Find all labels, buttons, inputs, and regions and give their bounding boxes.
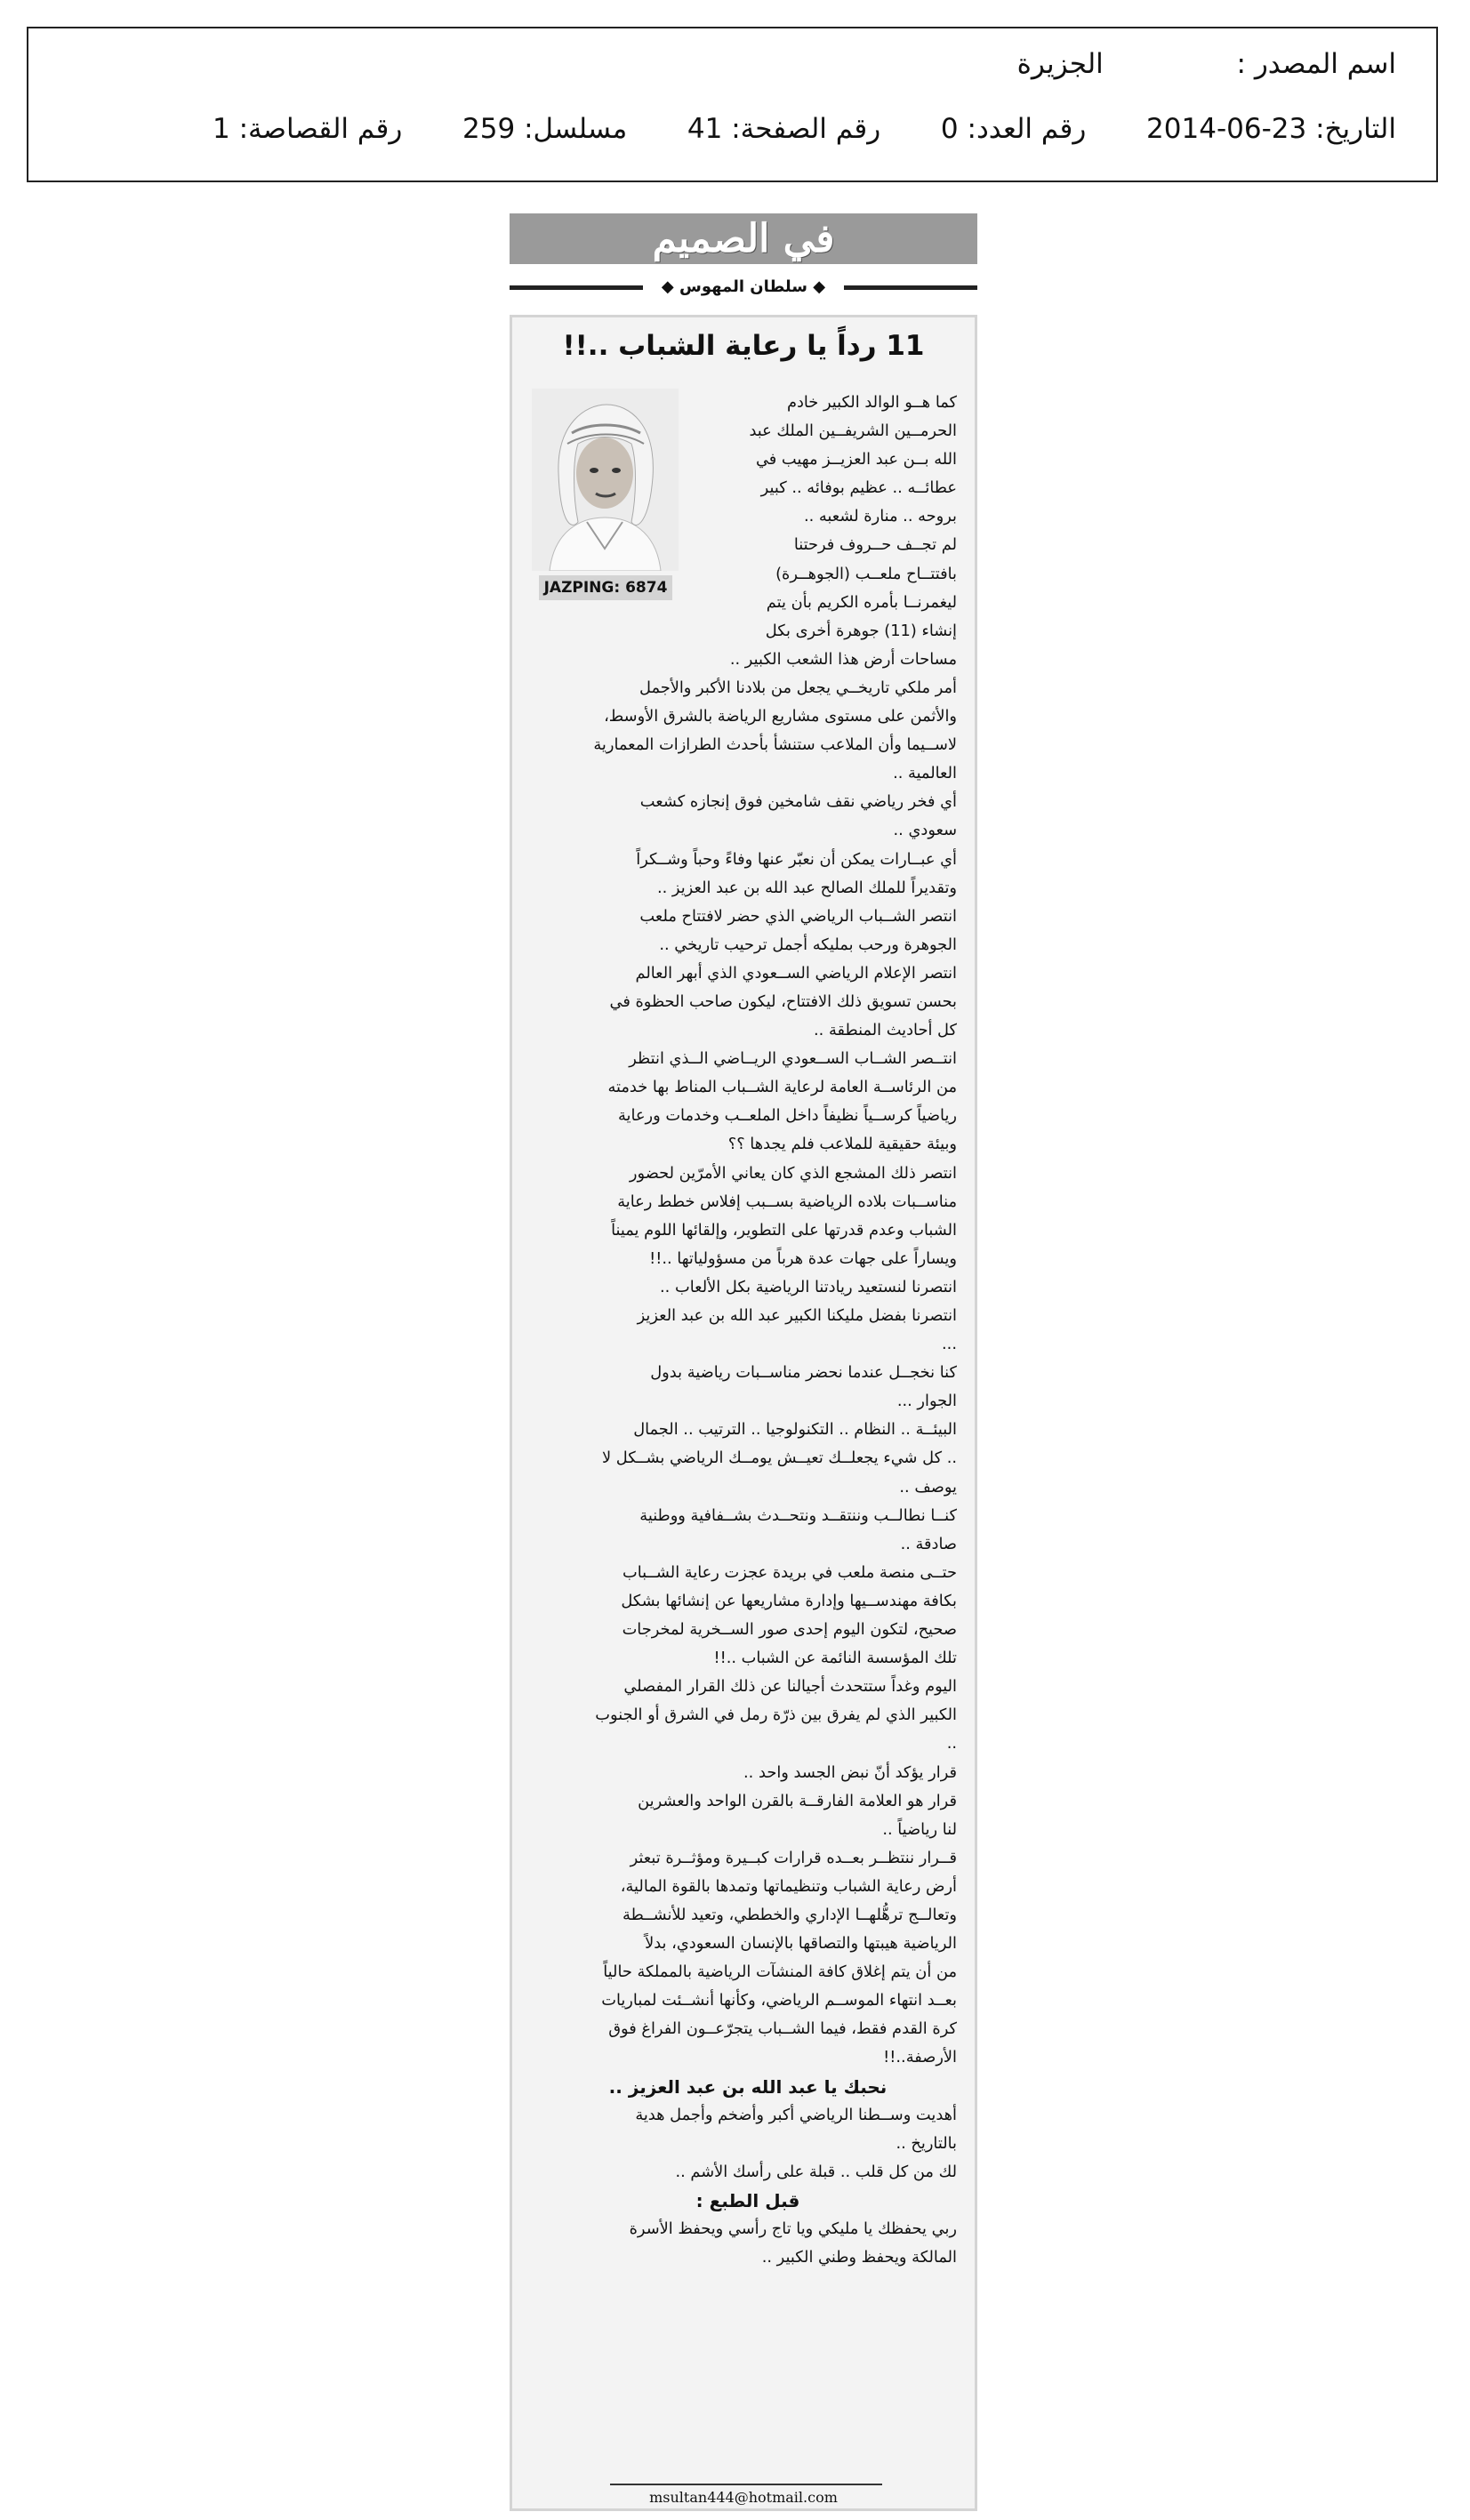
article-line: ... (942, 1335, 957, 1354)
article-line: الشباب وعدم قدرتها على التطوير، وإلقائها اللوم يميناً (611, 1220, 957, 1240)
article-line: الكبير الذي لم يفرق بين ذرّة رمل في الشرق أو الجنوب (595, 1705, 957, 1725)
article-body (539, 389, 957, 2272)
article-line: أي عبــارات يمكن أن نعبّر عنها وفاءً وحباً وشــكراً (636, 849, 957, 869)
page-label: رقم الصفحة: (731, 113, 881, 145)
article-line: رياضياً كرســياً نظيفاً داخل الملعــب وخدمات ورعاية (617, 1106, 957, 1126)
article-line: كنــا نطالــب وننتقــد ونتحــدث بشــفافية ووطنية (639, 1505, 957, 1525)
article-line: صادقة .. (900, 1534, 957, 1553)
article-line: انتصرنا لنستعيد ريادتنا الرياضية بكل الألعاب .. (660, 1277, 957, 1296)
serial-label: مسلسل: (524, 113, 628, 145)
byline (510, 276, 977, 299)
article-line: يوصف .. (899, 1477, 957, 1497)
article-line: بكافة مهندســيها وإدارة مشاريعها عن إنشائها بشكل (621, 1591, 957, 1610)
article-line: إنشاء (11) جوهرة أخرى بكل (765, 621, 957, 640)
email-divider (610, 2484, 882, 2485)
issue-label: رقم العدد: (967, 113, 1087, 145)
article-line: بعــد انتهاء الموســم الرياضي، وكأنها أنشــئت لمباريات (601, 1991, 957, 2010)
article-line: حتــى منصة ملعب في بريدة عجزت رعاية الشــباب (622, 1562, 957, 1582)
article-line: وتعالــج ترهُّلهــا الإداري والخططي، وتعيد للأنشــطة (623, 1905, 957, 1924)
author-name (510, 276, 977, 299)
article-subheading: نحبك يا عبد الله بن عبد العزيز .. (608, 2075, 888, 2098)
article-line: وتقديراً للملك الصالح عبد الله بن عبد العزيز .. (656, 878, 957, 897)
author-label: سلطان المهوس (679, 277, 807, 296)
article-subheading: قبل الطبع : (695, 2189, 800, 2211)
article-line: انتصر الشــباب الرياضي الذي حضر لافتتاح ملعب (639, 906, 957, 926)
date-label: التاريخ: (1315, 113, 1396, 145)
article-line: عطائــه .. عظيم بوفائه .. كبير (760, 478, 957, 498)
article-line: بحسن تسويق ذلك الافتتاح، ليكون صاحب الحظوة في (609, 991, 957, 1011)
article-line: انتصر ذلك المشجع الذي كان يعاني الأمرّين لحضور (629, 1163, 957, 1183)
article-line: كنا نخجــل عندما نحضر مناســبات رياضية بدول (650, 1363, 957, 1383)
article-line: الأرصفة..!! (883, 2048, 957, 2067)
diamond-icon: ◆ (661, 277, 679, 296)
article-line: لاســيما وأن الملاعب ستنشأ بأحدث الطرازات المعمارية (593, 735, 957, 755)
article-line: ويساراً على جهات عدة هرباً من مسؤولياتها ..!! (649, 1248, 957, 1268)
article-line: الحرمــين الشريفــين الملك عبد (749, 421, 957, 441)
article-line: والأثمن على مستوى مشاريع الرياضة بالشرق الأوسط، (604, 707, 957, 726)
article-line: .. (946, 1734, 957, 1754)
article-line: قرار هو العلامة الفارقــة بالقرن الواحد والعشرين (638, 1791, 957, 1810)
article-line: الجوهرة ورحب بمليكه أجمل ترحيب تاريخي .. (659, 935, 957, 954)
article-line: صحيح، لتكون اليوم إحدى صور الســخرية لمخرجات (622, 1620, 957, 1640)
article-line: كل أحاديث المنطقة .. (814, 1021, 957, 1040)
article-line: انتصر الإعلام الرياضي الســعودي الذي أبهر العالم (635, 963, 957, 983)
article-line: تلك المؤسسة النائمة عن الشباب ..!! (713, 1649, 957, 1668)
article-line: من أن يتم إغلاق كافة المنشآت الرياضية بالمملكة حالياً (603, 1962, 957, 1982)
source-row (1017, 48, 1396, 80)
article-line: من الرئاســة العامة لرعاية الشــباب المناط بها خدمته (607, 1078, 957, 1097)
article-line: البيئــة .. النظام .. التكنولوجيا .. الترتيب .. الجمال (633, 1420, 957, 1440)
article-line: اليوم وغداً ستتحدث أجيالنا عن ذلك القرار المفصلي (623, 1677, 957, 1697)
article-headline: 11 رداً يا رعاية الشباب ..!! (562, 330, 925, 362)
date-value: 2014-06-23 (1146, 113, 1307, 145)
serial-value: 259 (462, 113, 516, 145)
article-line: كما هــو الوالد الكبير خادم (786, 393, 957, 412)
article-line: أمر ملكي تاريخــي يجعل من بلادنا الأكبر والأجمل (639, 678, 957, 697)
article-line: أهديت وســطنا الرياضي أكبر وأضخم وأجمل هدية (635, 2105, 957, 2124)
article-line: ليغمرنــا بأمره الكريم بأن يتم (766, 592, 957, 612)
article-line: لم تجــف حــروف فرحتنا (793, 535, 957, 555)
article-line: مناســبات بلاده الرياضية بســبب إفلاس خطط رعاية (617, 1192, 957, 1211)
article-line: بالتاريخ .. (896, 2133, 957, 2153)
author-email: msultan444@hotmail.com (649, 2489, 838, 2506)
article-line: بافتتــاح ملعــب (الجوهــرة) (775, 564, 957, 583)
article-line: وبيئة حقيقية للملاعب فلم يجدها ؟؟ (727, 1135, 957, 1154)
column-banner: في الصميم (510, 213, 977, 264)
article-line: .. كل شيء يجعلــك تعيــش يومــك الرياضي بشــكل لا (602, 1449, 957, 1468)
article-line: الله بــن عبد العزيــز مهيب في (755, 450, 957, 469)
source-value: الجزيرة (1016, 48, 1104, 80)
article-line: الجوار ... (896, 1392, 957, 1411)
source-metadata-box (27, 27, 1438, 182)
article-line: لنا رياضياً .. (882, 1819, 957, 1839)
article-line: الرياضية هيبتها والتصاقها بالإنسان السعودي، بدلاً (645, 1934, 957, 1954)
article-line: قرار يؤكد أنّ نبض الجسد واحد .. (743, 1762, 957, 1782)
article-line: العالمية .. (893, 764, 957, 783)
article-line: أي فخر رياضي نقف شامخين فوق إنجازه كشعب (639, 792, 957, 812)
article-line: مساحات أرض هذا الشعب الكبير .. (729, 649, 957, 669)
article-line: أرض رعاية الشباب وتنظيماتها وتمدها بالقوة المالية، (620, 1876, 957, 1896)
diamond-icon: ◆ (807, 277, 826, 296)
clip-value: 1 (213, 113, 230, 145)
article-line: كرة القدم فقط، فيما الشــباب يتجرّعــون الفراغ فوق (608, 2019, 957, 2039)
article-line: لك من كل قلب .. قبلة على رأسك الأشم .. (675, 2162, 957, 2181)
article-line: المالكة ويحفظ وطني الكبير .. (761, 2248, 957, 2267)
article-box (510, 315, 977, 2511)
article-line: سعودي .. (893, 821, 957, 840)
jazping-code: JAZPING: 6874 (539, 575, 672, 600)
issue-value: 0 (940, 113, 959, 145)
article-line: بروحه .. منارة لشعبه .. (803, 507, 957, 526)
article-line: قــرار ننتظــر بعــده قرارات كبــيرة ومؤثــرة تبعثر (630, 1848, 957, 1867)
details-row (213, 113, 1396, 145)
clip-label: رقم القصاصة: (238, 113, 403, 145)
newspaper-column (510, 213, 977, 2511)
article-line: انتــصر الشــاب الســعودي الريــاضي الــذي انتظر (629, 1049, 957, 1069)
article-line: انتصرنا بفضل مليكنا الكبير عبد الله بن عبد العزيز (637, 1306, 957, 1325)
source-label: اسم المصدر : (1236, 48, 1396, 80)
page-value: 41 (687, 113, 723, 145)
article-line: ربي يحفظك يا مليكي ويا تاج رأسي ويحفظ الأسرة (629, 2219, 957, 2238)
